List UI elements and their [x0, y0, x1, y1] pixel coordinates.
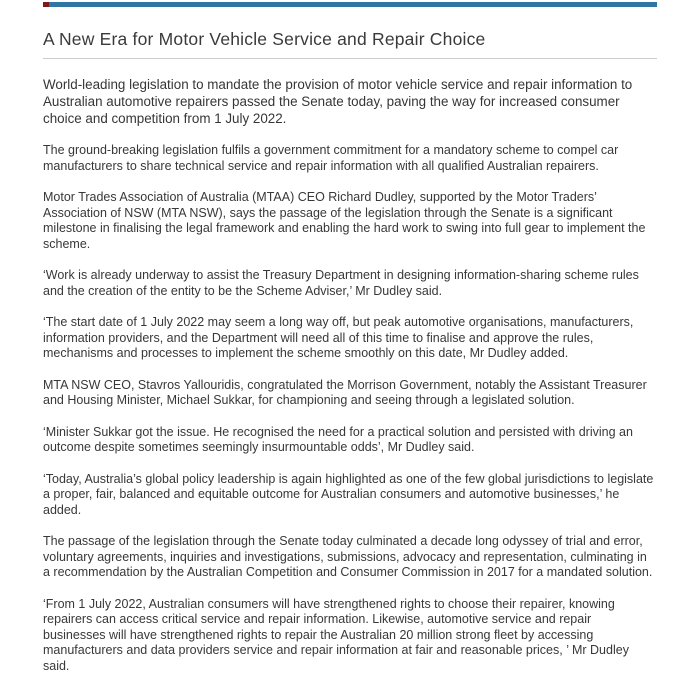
body-paragraph: ‘From 1 July 2022, Australian consumers will have strengthened rights to choose their repairer, knowing repairers can access critical service and repair information. Likewise, automotive service and repair businesses will have strengthened rights to repair the Australian 20 million strong fleet by accessing manufacturers and data providers service and repair information at fair and reasonable prices, ’ Mr Dudley said.: [43, 596, 629, 673]
lead-paragraph: World-leading legislation to mandate the provision of motor vehicle service and repair information to Australian automotive repairers passed the Senate today, paving the way for increased consumer choice and competition from 1 July 2022.: [43, 77, 633, 126]
body-paragraph: The passage of the legislation through the Senate today culminated a decade long odyssey of trial and error, voluntary agreements, inquiries and investigations, submissions, advocacy and representation, culminating in a recommendation by the Australian Competition and Consumer Commission in 2017 for a mandated solution.: [43, 534, 653, 579]
body-paragraph: ‘Today, Australia’s global policy leadership is again highlighted as one of the few global jurisdictions to legislate a proper, fair, balanced and equitable outcome for Australian consumers and automotive businesses,’ he added.: [43, 471, 654, 517]
page-title: A New Era for Motor Vehicle Service and Repair Choice: [43, 29, 486, 49]
body-paragraph: The ground-breaking legislation fulfils a government commitment for a mandatory scheme to compel car manufacturers to share technical service and repair information with all qualified Australian repairers.: [43, 143, 619, 173]
body-paragraph: Motor Trades Association of Australia (MTAA) CEO Richard Dudley, supported by the Motor Traders’ Association of NSW (MTA NSW), says the passage of the legislation through the Senate is a significant milestone in finalising the legal framework and enabling the hard work to swing into full gear to implement the scheme.: [43, 190, 646, 251]
accent-bar-blue-segment: [49, 2, 657, 7]
top-accent-bar: [43, 2, 657, 7]
body-paragraph: MTA NSW CEO, Stavros Yallouridis, congratulated the Morrison Government, notably the Assistant Treasurer and Housing Minister, Michael Sukkar, for championing and seeing through a legislated solution.: [43, 377, 647, 407]
body-paragraph: ‘Work is already underway to assist the Treasury Department in designing information-sharing scheme rules and the creation of the entity to be the Scheme Adviser,’ Mr Dudley said.: [43, 268, 639, 298]
title-divider: [43, 58, 657, 59]
body-paragraph: ‘Minister Sukkar got the issue. He recognised the need for a practical solution and persisted with driving an outcome despite sometimes seemingly insurmountable odds’, Mr Dudley said.: [43, 424, 633, 454]
body-paragraph: ‘The start date of 1 July 2022 may seem a long way off, but peak automotive organisations, manufacturers, information providers, and the Department will need all of this time to finalise and approve the rules, mechanisms and processes to implement the scheme smoothly on this date, Mr Dudley added.: [43, 315, 634, 360]
